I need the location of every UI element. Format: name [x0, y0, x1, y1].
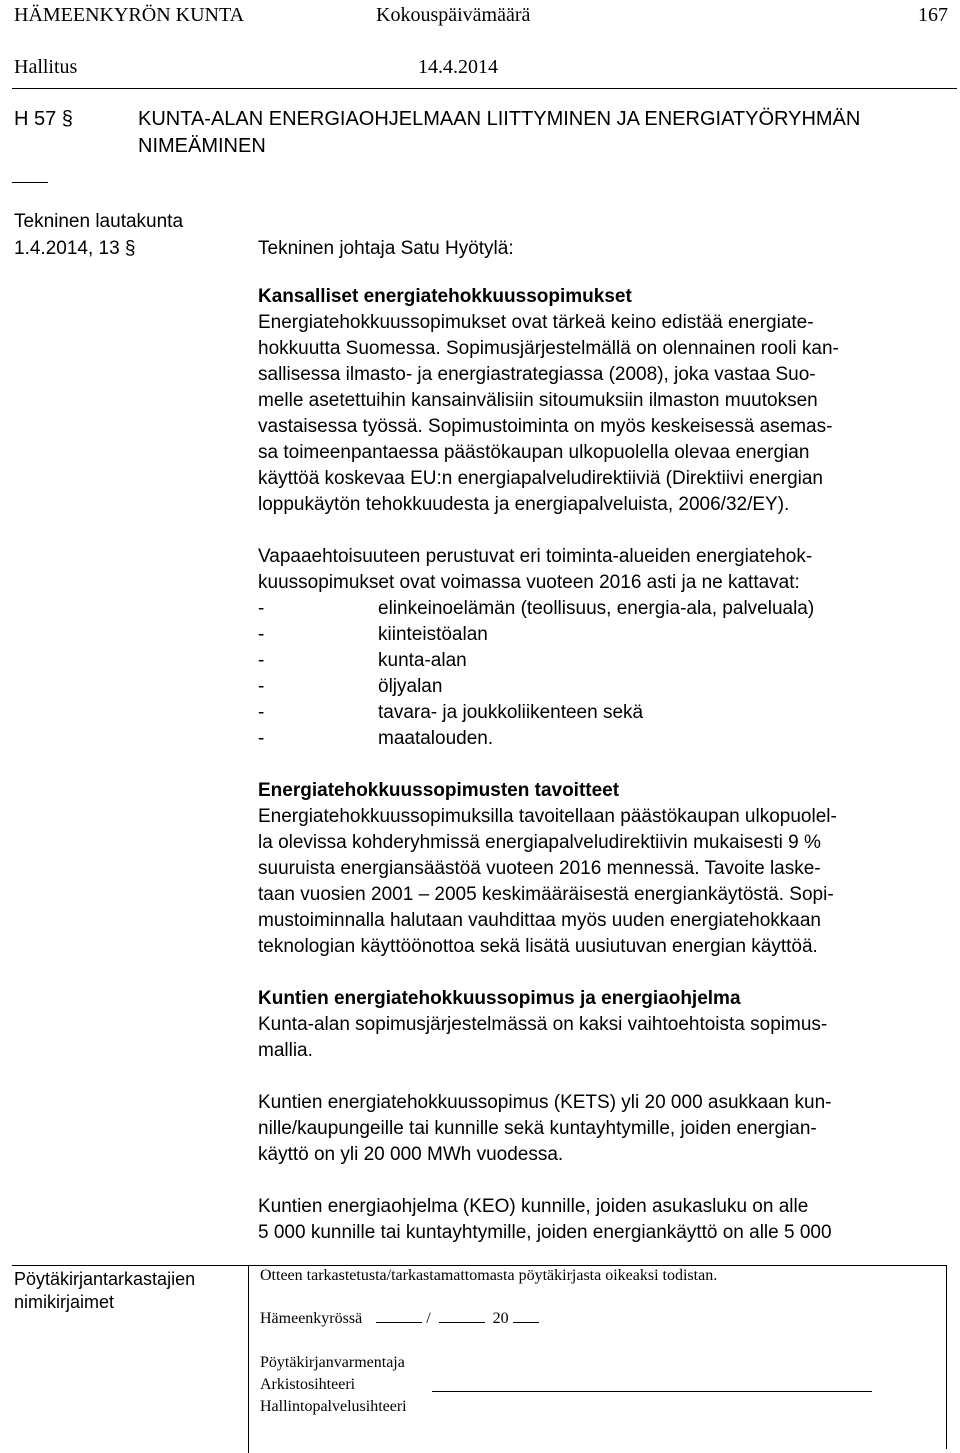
paragraph-keo: Kuntien energiaohjelma (KEO) kunnille, joiden asukasluku on alle 5 000 kunnille tai kuntayhtymille, joiden energiankäyttö on alle 5 000 — [258, 1196, 832, 1243]
list-text: kiinteistöalan — [378, 624, 488, 645]
list-text: öljyalan — [378, 676, 443, 697]
year-blank — [513, 1321, 539, 1323]
role-verifier: Pöytäkirjanvarmentaja — [260, 1354, 405, 1371]
place-date-line — [260, 1310, 539, 1328]
committee-name: Tekninen lautakunta — [14, 211, 184, 232]
sector-list — [258, 596, 948, 752]
list-item — [258, 622, 948, 648]
speaker-line: Tekninen johtaja Satu Hyötylä: — [258, 238, 514, 259]
header-divider — [12, 88, 957, 89]
list-dash: - — [258, 676, 265, 697]
footer-initials-line2: nimikirjaimet — [14, 1292, 115, 1312]
heading-national-agreements: Kansalliset energiatehokkuussopimukset — [258, 286, 632, 307]
heading-goals: Energiatehokkuussopimusten tavoitteet — [258, 780, 620, 801]
paragraph-goals: Energiatehokkuussopimuksilla tavoitellaan päästökaupan ulkopuolel- la olevissa kohderyhmissä energiapalveludirektiivin mukaisesti 9 % suuruista energiansäästöä vuoteen 2016 mennessä. Tavoite laske- taan vuosien 2001 – 2005 keskimääräisestä energiankäytöstä. Sopi- mustoiminnalla halutaan vauhdittaa myös uuden energiatehokkaan teknologian käyttöönottoa sekä lisätä uusiutuvan energian käyttöä. — [258, 806, 837, 957]
list-text: elinkeinoelämän (teollisuus, energia-ala, palveluala) — [378, 598, 815, 619]
list-dash: - — [258, 598, 265, 619]
list-item — [258, 674, 948, 700]
list-dash: - — [258, 624, 265, 645]
role-archivist: Arkistosihteeri — [260, 1376, 356, 1393]
list-dash: - — [258, 702, 265, 723]
page-number: 167 — [918, 4, 948, 26]
list-dash: - — [258, 728, 265, 749]
section-rule — [12, 182, 48, 183]
list-text: maatalouden. — [378, 728, 494, 749]
date-slash: / — [426, 1310, 431, 1327]
list-item — [258, 726, 948, 752]
list-item — [258, 596, 948, 622]
paragraph-agreements: Energiatehokkuussopimukset ovat tärkeä keino edistää energiate- hokkuutta Suomessa. Sopimusjärjestelmällä on olennainen rooli kan- sallisessa ilmasto- ja energiastrategiassa (2008), joka vastaa Suo- melle asetettuihin kansainvälisiin sitoumuksiin ilmaston muutoksen vastaisessa työssä. Sopimustoiminta on myös keskeisessä asemas- sa toimeenpantaessa päästökaupan ulkopuolella olevaa energian käyttöä koskevaa EU:n energiapalveludirektiiviä (Direktiivi energian loppukäytön tehokkuudesta ja energiapalveluista, 2006/32/EY). — [258, 312, 839, 515]
signature-line — [432, 1391, 872, 1392]
place-name: Hämeenkyrössä — [260, 1310, 363, 1327]
list-item — [258, 648, 948, 674]
list-dash: - — [258, 650, 265, 671]
section-code: H 57 § — [14, 108, 73, 130]
paragraph-voluntary: Vapaaehtoisuuteen perustuvat eri toiminta-alueiden energiatehok- kuussopimukset ovat voimassa vuoteen 2016 asti ja ne kattavat: — [258, 546, 813, 593]
list-text: kunta-alan — [378, 650, 467, 671]
month-blank — [439, 1321, 485, 1323]
certify-text: Otteen tarkastetusta/tarkastamattomasta pöytäkirjasta oikeaksi todistan. — [260, 1267, 718, 1284]
section-title-line1: KUNTA-ALAN ENERGIAOHJELMAAN LIITTYMINEN JA ENERGIATYÖRYHMÄN — [138, 108, 861, 130]
footer-initials-label — [14, 1268, 195, 1314]
footer-initials-line1: Pöytäkirjantarkastajien — [14, 1269, 196, 1289]
list-text: tavara- ja joukkoliikenteen sekä — [378, 702, 644, 723]
body-name: Hallitus — [14, 56, 78, 78]
year-prefix: 20 — [492, 1310, 509, 1327]
role-admin-secretary: Hallintopalvelusihteeri — [260, 1398, 407, 1415]
paragraph-kets: Kuntien energiatehokkuussopimus (KETS) yli 20 000 asukkaan kun- nille/kaupungeille tai kunnille sekä kuntayhtymille, joiden energian- käyttö on yli 20 000 MWh vuodessa. — [258, 1092, 832, 1165]
meeting-date-label: Kokouspäivämäärä — [376, 4, 531, 26]
section-title-line2: NIMEÄMINEN — [138, 135, 266, 157]
day-blank — [376, 1321, 422, 1323]
document-body — [258, 284, 948, 1246]
committee-ref: 1.4.2014, 13 § — [14, 238, 136, 259]
meeting-date: 14.4.2014 — [418, 56, 498, 78]
paragraph-two-models: Kunta-alan sopimusjärjestelmässä on kaksi vaihtoehtoista sopimus- mallia. — [258, 1014, 828, 1061]
municipality-name: HÄMEENKYRÖN KUNTA — [14, 4, 245, 26]
list-item — [258, 700, 948, 726]
footer-divider — [248, 1265, 249, 1453]
heading-municipal-programme: Kuntien energiatehokkuussopimus ja energiaohjelma — [258, 988, 741, 1009]
